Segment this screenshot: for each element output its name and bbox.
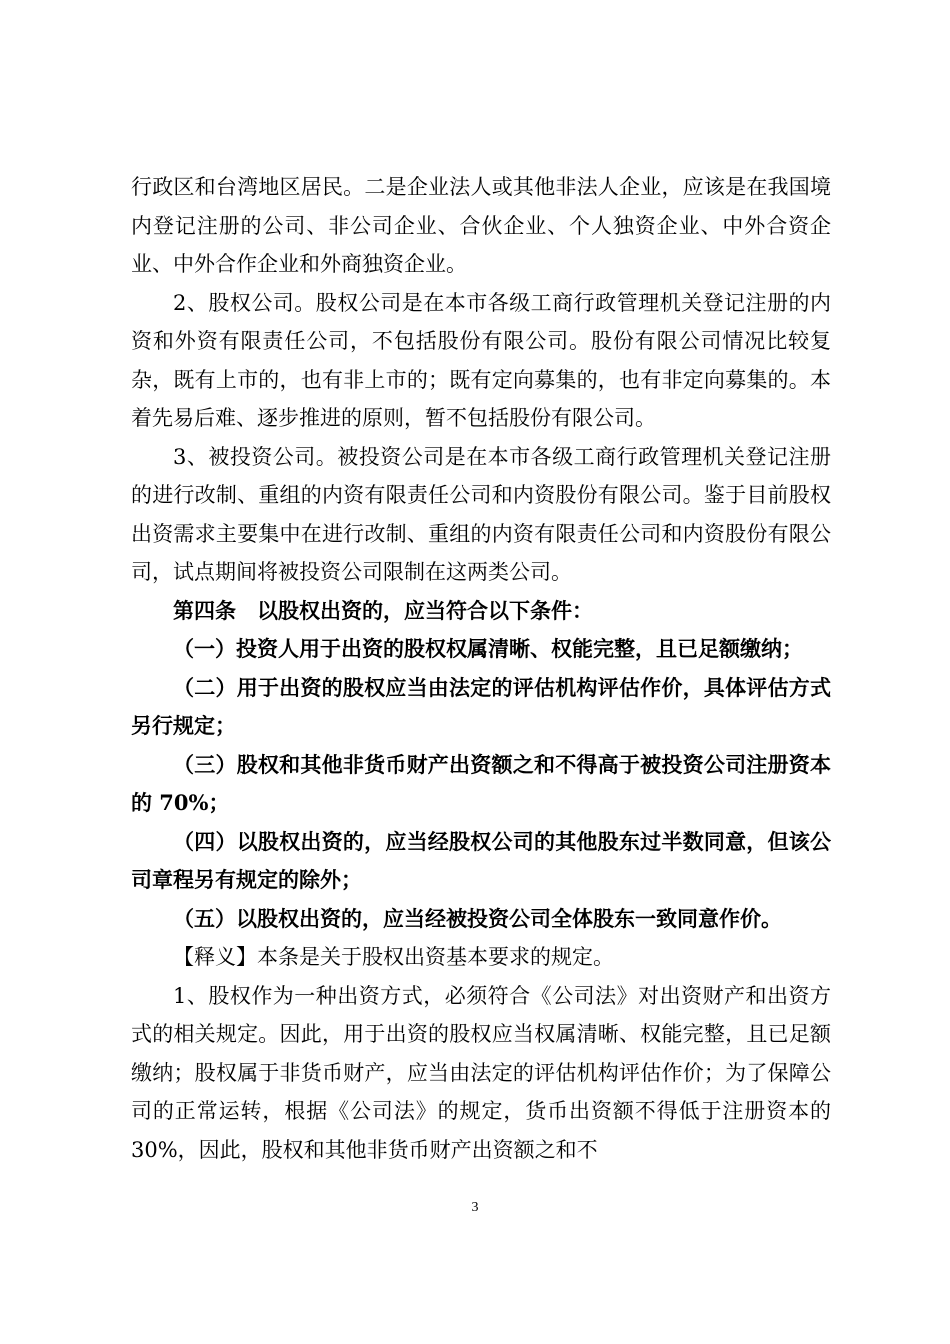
document-body: [131, 168, 831, 1169]
paragraph-continuation: 行政区和台湾地区居民。二是企业法人或其他非法人企业，应该是在我国境内登记注册的公司、非公司企业、合伙企业、个人独资企业、中外合资企业、中外合作企业和外商独资企业。: [131, 175, 831, 276]
article-4-condition-4: （四）以股权出资的，应当经股权公司的其他股东过半数同意，但该公司章程另有规定的除外；: [131, 828, 831, 892]
article-4-condition-3: （三）股权和其他非货币财产出资额之和不得高于被投资公司注册资本的 70%；: [131, 751, 831, 815]
interpretation-paragraph-1: 1、股权作为一种出资方式，必须符合《公司法》对出资财产和出资方式的相关规定。因此，用于出资的股权应当权属清晰、权能完整，且已足额缴纳；股权属于非货币财产，应当由法定的评估机构评估作价；为了保障公司的正常运转，根据《公司法》的规定，货币出资额不得低于注册资本的 30%，因此，股权和其他非货币财产出资额之和不: [131, 983, 831, 1162]
interpretation-heading: 【释义】本条是关于股权出资基本要求的规定。: [173, 945, 614, 969]
page-number: 3: [471, 1200, 479, 1215]
paragraph-equity-company: 2、股权公司。股权公司是在本市各级工商行政管理机关登记注册的内资和外资有限责任公司，不包括股份有限公司。股份有限公司情况比较复杂，既有上市的，也有非上市的；既有定向募集的，也有非定向募集的。本着先易后难、逐步推进的原则，暂不包括股份有限公司。: [131, 290, 831, 430]
article-4-heading: 第四条 以股权出资的，应当符合以下条件：: [173, 597, 593, 623]
article-4-condition-2: （二）用于出资的股权应当由法定的评估机构评估作价，具体评估方式另行规定；: [131, 674, 831, 738]
paragraph-invested-company: 3、被投资公司。被投资公司是在本市各级工商行政管理机关登记注册的进行改制、重组的内资有限责任公司和内资股份有限公司。鉴于目前股权出资需求主要集中在进行改制、重组的内资有限责任公司和内资股份有限公司，试点期间将被投资公司限制在这两类公司。: [131, 444, 831, 584]
article-4-condition-5: （五）以股权出资的，应当经被投资公司全体股东一致同意作价。: [173, 905, 782, 931]
article-4-condition-1: （一）投资人用于出资的股权权属清晰、权能完整，且已足额缴纳；: [173, 636, 803, 661]
